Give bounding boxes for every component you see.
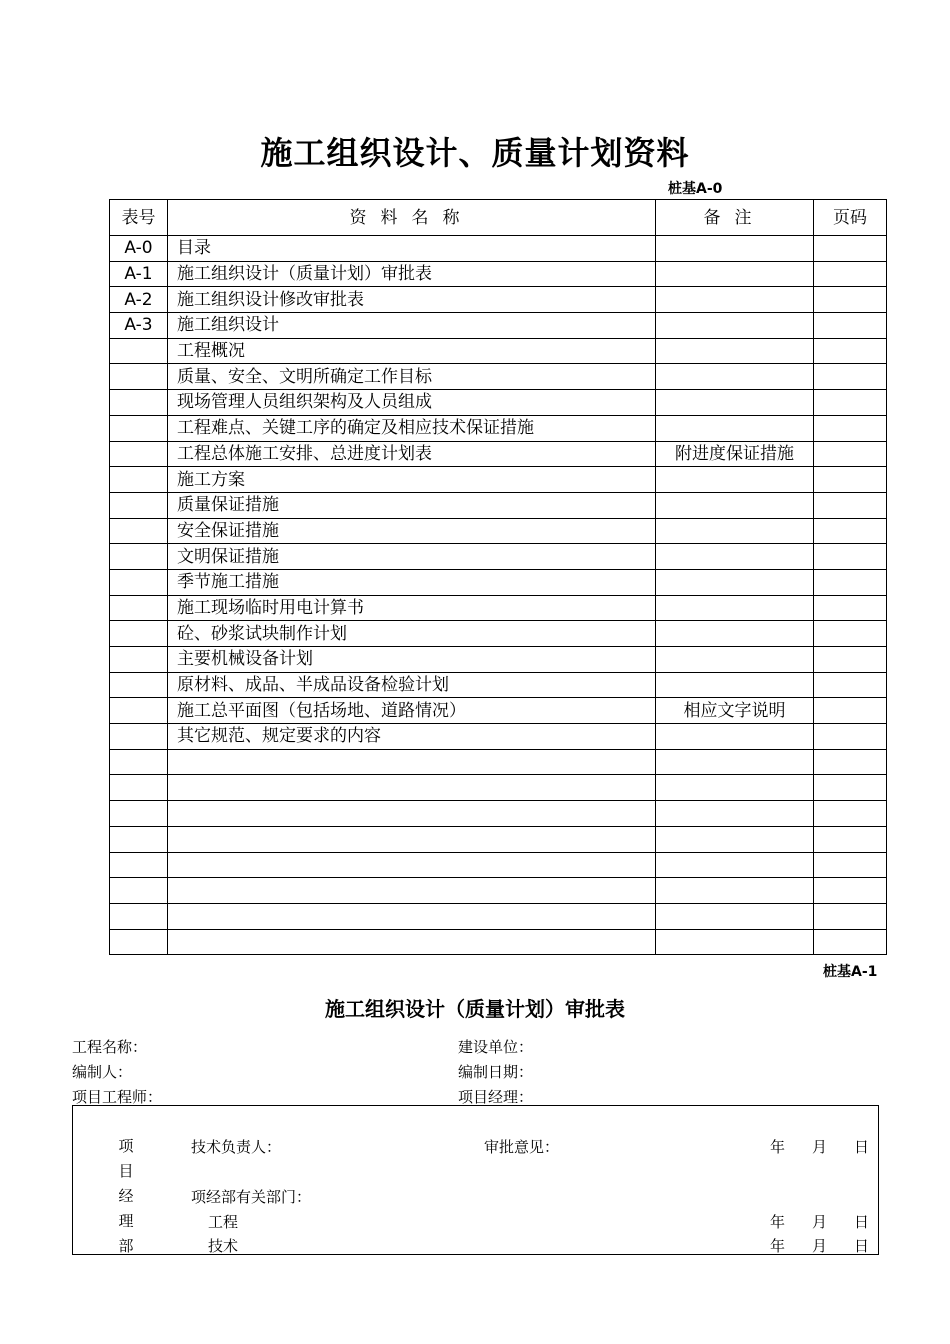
row-code (110, 698, 168, 724)
side-label-char: 部 (118, 1237, 134, 1255)
tech-lead-label: 技术负责人： (191, 1138, 282, 1156)
row-code (110, 544, 168, 570)
row-name: 施工组织设计修改审批表 (168, 287, 656, 313)
row-name: 工程总体施工安排、总进度计划表 (168, 441, 656, 467)
compiler-label: 编制人： (72, 1063, 133, 1081)
row-code (110, 518, 168, 544)
row-page (814, 647, 887, 673)
row-note (656, 852, 814, 878)
row-name: 工程难点、关键工序的确定及相应技术保证措施 (168, 415, 656, 441)
table-row (110, 775, 887, 801)
row-name: 其它规范、规定要求的内容 (168, 724, 656, 750)
row-name: 原材料、成品、半成品设备检验计划 (168, 672, 656, 698)
table-row (110, 852, 887, 878)
row-name: 现场管理人员组织架构及人员组成 (168, 390, 656, 416)
row-note (656, 313, 814, 339)
side-label-char: 项 (118, 1137, 134, 1155)
table-row (110, 518, 887, 544)
row-note (656, 775, 814, 801)
header-code: 表号 (110, 200, 168, 236)
row-note (656, 338, 814, 364)
row-name: 安全保证措施 (168, 518, 656, 544)
row-note (656, 287, 814, 313)
row-code (110, 390, 168, 416)
row-code: A-3 (110, 313, 168, 339)
year-label: 年 (770, 1237, 786, 1255)
row-note (656, 492, 814, 518)
row-note (656, 390, 814, 416)
day-label: 日 (854, 1237, 870, 1255)
row-page (814, 415, 887, 441)
row-code (110, 441, 168, 467)
builder-label: 建设单位： (458, 1038, 534, 1056)
row-note (656, 569, 814, 595)
table-row (110, 492, 887, 518)
row-page (814, 672, 887, 698)
table-row (110, 236, 887, 262)
row-page (814, 852, 887, 878)
row-code (110, 826, 168, 852)
row-note (656, 621, 814, 647)
manager-label: 项目经理： (458, 1088, 534, 1106)
header-note: 备注 (656, 200, 814, 236)
row-name: 施工组织设计（质量计划）审批表 (168, 261, 656, 287)
table-header-row (110, 200, 887, 236)
year-label: 年 (770, 1213, 786, 1231)
table-row (110, 544, 887, 570)
row-page (814, 801, 887, 827)
row-code (110, 775, 168, 801)
row-name: 目录 (168, 236, 656, 262)
row-code (110, 569, 168, 595)
row-note (656, 672, 814, 698)
row-code: A-0 (110, 236, 168, 262)
row-code (110, 878, 168, 904)
table-row (110, 749, 887, 775)
row-code (110, 492, 168, 518)
table-row (110, 441, 887, 467)
row-note: 相应文字说明 (656, 698, 814, 724)
table-row (110, 261, 887, 287)
row-code (110, 903, 168, 929)
table-row (110, 390, 887, 416)
table-row (110, 698, 887, 724)
row-name: 季节施工措施 (168, 569, 656, 595)
table-row (110, 467, 887, 493)
row-page (814, 390, 887, 416)
row-name: 施工组织设计 (168, 313, 656, 339)
row-note (656, 544, 814, 570)
row-note (656, 364, 814, 390)
month-label: 月 (812, 1213, 828, 1231)
row-code (110, 724, 168, 750)
row-page (814, 236, 887, 262)
month-label: 月 (812, 1138, 828, 1156)
row-note (656, 929, 814, 955)
row-name: 施工总平面图（包括场地、道路情况） (168, 698, 656, 724)
row-note (656, 518, 814, 544)
row-page (814, 518, 887, 544)
row-page (814, 338, 887, 364)
row-name: 质量保证措施 (168, 492, 656, 518)
table-row (110, 724, 887, 750)
table-row (110, 595, 887, 621)
row-page (814, 698, 887, 724)
table-row (110, 826, 887, 852)
approval-form-title: 施工组织设计（质量计划）审批表 (325, 997, 625, 1021)
form-code-a0: 桩基A-0 (668, 181, 723, 197)
form-code-a1: 桩基A-1 (823, 964, 878, 980)
row-name: 质量、安全、文明所确定工作目标 (168, 364, 656, 390)
row-code (110, 801, 168, 827)
month-label: 月 (812, 1237, 828, 1255)
row-note: 附进度保证措施 (656, 441, 814, 467)
row-page (814, 364, 887, 390)
row-page (814, 441, 887, 467)
row-code (110, 595, 168, 621)
row-code (110, 672, 168, 698)
row-name (168, 801, 656, 827)
row-page (814, 903, 887, 929)
row-page (814, 492, 887, 518)
approval-box (72, 1105, 879, 1255)
eng-label: 工程 (208, 1213, 239, 1231)
row-page (814, 749, 887, 775)
row-page (814, 878, 887, 904)
row-note (656, 903, 814, 929)
row-code (110, 467, 168, 493)
table-row (110, 929, 887, 955)
row-note (656, 261, 814, 287)
table-row (110, 569, 887, 595)
row-name: 工程概况 (168, 338, 656, 364)
row-name (168, 903, 656, 929)
dept-label: 项经部有关部门： (191, 1188, 312, 1206)
row-note (656, 878, 814, 904)
engineer-label: 项目工程师： (72, 1088, 163, 1106)
row-name (168, 878, 656, 904)
row-page (814, 569, 887, 595)
row-note (656, 801, 814, 827)
row-note (656, 595, 814, 621)
row-note (656, 415, 814, 441)
side-label-char: 理 (118, 1212, 134, 1230)
row-page (814, 287, 887, 313)
row-name (168, 749, 656, 775)
row-note (656, 724, 814, 750)
side-label-char: 目 (118, 1162, 134, 1180)
row-name (168, 775, 656, 801)
table-row (110, 672, 887, 698)
row-page (814, 467, 887, 493)
row-note (656, 236, 814, 262)
table-row (110, 878, 887, 904)
table-row (110, 338, 887, 364)
row-page (814, 544, 887, 570)
row-page (814, 595, 887, 621)
table-row (110, 415, 887, 441)
year-label: 年 (770, 1138, 786, 1156)
row-code (110, 929, 168, 955)
table-row (110, 364, 887, 390)
row-code (110, 338, 168, 364)
header-page: 页码 (814, 200, 887, 236)
opinion-label: 审批意见： (484, 1138, 560, 1156)
row-name (168, 929, 656, 955)
row-name: 施工现场临时用电计算书 (168, 595, 656, 621)
row-code (110, 621, 168, 647)
table-row (110, 801, 887, 827)
compile-date-label: 编制日期： (458, 1063, 534, 1081)
department-vertical-label (116, 1134, 136, 1259)
row-page (814, 775, 887, 801)
row-code: A-2 (110, 287, 168, 313)
page-title: 施工组织设计、质量计划资料 (260, 134, 690, 172)
side-label-char: 经 (118, 1187, 134, 1205)
row-name: 主要机械设备计划 (168, 647, 656, 673)
row-note (656, 647, 814, 673)
row-note (656, 826, 814, 852)
day-label: 日 (854, 1213, 870, 1231)
row-name: 文明保证措施 (168, 544, 656, 570)
row-page (814, 621, 887, 647)
table-row (110, 621, 887, 647)
row-name: 施工方案 (168, 467, 656, 493)
row-code (110, 647, 168, 673)
row-page (814, 261, 887, 287)
table-row (110, 647, 887, 673)
project-name-label: 工程名称： (72, 1038, 148, 1056)
row-page (814, 724, 887, 750)
row-code (110, 749, 168, 775)
row-note (656, 467, 814, 493)
row-code (110, 364, 168, 390)
tech-label: 技术 (208, 1237, 239, 1255)
row-note (656, 749, 814, 775)
row-name (168, 852, 656, 878)
row-name (168, 826, 656, 852)
row-page (814, 313, 887, 339)
table-row (110, 287, 887, 313)
row-name: 砼、砂浆试块制作计划 (168, 621, 656, 647)
header-name: 资料名称 (168, 200, 656, 236)
day-label: 日 (854, 1138, 870, 1156)
row-page (814, 826, 887, 852)
row-page (814, 929, 887, 955)
table-row (110, 903, 887, 929)
table-row (110, 313, 887, 339)
row-code (110, 852, 168, 878)
row-code (110, 415, 168, 441)
catalog-table (109, 199, 887, 955)
row-code: A-1 (110, 261, 168, 287)
